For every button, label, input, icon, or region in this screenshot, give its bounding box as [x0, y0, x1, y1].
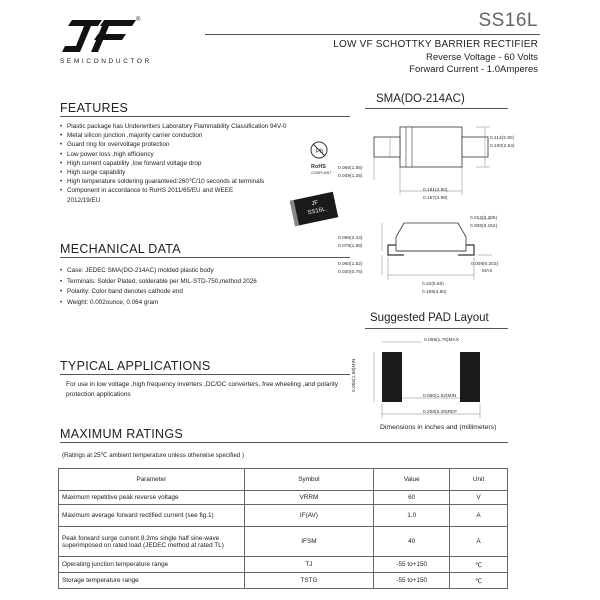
cell-param: Maximum average forward rectified current (see fig.1)	[59, 505, 245, 527]
ratings-note: (Ratings at 25℃ ambient temperature unless otherwise specified )	[62, 452, 245, 459]
dim-label: 0.008(0.203)	[471, 262, 499, 267]
ratings-divider	[60, 442, 508, 443]
table-row	[59, 505, 508, 527]
applications-text: For use in low voltage ,high frequency inverters ,DC/DC converters, free wheeling ,and polarity protection applications	[66, 381, 339, 398]
feature-item: • Low power loss ,high efficiency	[60, 150, 350, 159]
cell-symbol: VRRM	[244, 491, 374, 505]
table-header	[59, 469, 508, 491]
table-row	[59, 557, 508, 573]
cell-value: 40	[374, 527, 450, 557]
chip-part: SS16L	[307, 206, 327, 217]
dim-label: 0.060(1.52)	[338, 262, 363, 267]
chip-brand: JF	[311, 200, 319, 208]
mechanical-item: • Case: JEDEC SMA(DO-214AC) molded plastic body	[60, 266, 350, 277]
feature-item: • Component in accordance to RoHS 2011/65/EU and WEEE 2012/19/EU	[60, 186, 260, 204]
cell-value: 60	[374, 491, 450, 505]
dim-label: 0.065(1.65)	[338, 166, 363, 171]
dim-label: 0.096(2.44)	[338, 236, 363, 241]
feature-item: • High surge capability	[60, 168, 350, 177]
features-list	[60, 122, 350, 208]
pad-dim-width: 0.069(1.76)MAX	[424, 338, 459, 343]
dim-label: 0.012(0.305)	[470, 216, 498, 221]
rohs-label: RoHS	[311, 164, 326, 170]
registered-mark: ®	[136, 17, 141, 23]
package-divider	[365, 108, 508, 109]
mechanical-list	[60, 266, 350, 308]
table-row	[59, 491, 508, 505]
dim-label: 0.006(0.152)	[470, 224, 498, 229]
ratings-table	[58, 468, 508, 589]
feature-item: • Plastic package has Underwriters Laboratory Flammability Classification 94V-0	[60, 122, 350, 131]
mechanical-heading: MECHANICAL DATA	[60, 242, 181, 256]
feature-item: • Guard ring for overvoltage protection	[60, 140, 350, 149]
reverse-voltage: Reverse Voltage - 60 Volts	[426, 52, 538, 63]
package-title: SMA(DO-214AC)	[376, 93, 465, 105]
mechanical-item: • Weight: 0.002ounce, 0.064 gram	[60, 298, 350, 309]
cell-param: Peak forward surge current 8.3ms single half sine-wave superimposed on rated load (JEDEC method at rated TL)	[59, 527, 245, 557]
svg-text:Pb: Pb	[316, 149, 324, 155]
pad-drawing	[360, 332, 510, 422]
feature-item: • High temperature soldering guaranteed:260℃/10 seconds at terminals	[60, 177, 350, 186]
dim-label: 0.078(1.98)	[338, 244, 363, 249]
dim-label: 0.189(4.80)	[422, 290, 447, 295]
ratings-heading: MAXIMUM RATINGS	[60, 427, 184, 441]
features-divider	[60, 116, 350, 117]
product-title: LOW VF SCHOTTKY BARRIER RECTIFIER	[333, 39, 538, 50]
cell-unit: ℃	[450, 573, 508, 589]
rohs-compliant: COMPLIANT	[311, 171, 332, 175]
pad-dim-total: 0.208(5.28)REF	[423, 410, 458, 415]
features-heading: FEATURES	[60, 101, 129, 115]
cell-unit: V	[450, 491, 508, 505]
package-drawing	[330, 115, 510, 305]
dim-label: 0.22(5.60)	[422, 282, 444, 287]
col-symbol: Symbol	[244, 469, 374, 491]
pad-divider	[365, 328, 508, 329]
cell-unit: ℃	[450, 557, 508, 573]
dim-label: 0.030(0.76)	[338, 270, 363, 275]
rohs-icon	[306, 140, 332, 162]
forward-current: Forward Current - 1.0Amperes	[409, 64, 538, 75]
cell-value: -55 to+150	[374, 573, 450, 589]
cell-param: Operating junction temperature range	[59, 557, 245, 573]
col-value: Value	[374, 469, 450, 491]
cell-param: Storage temperature range	[59, 573, 245, 589]
dimensions-note: Dimensions in inches and (millimeters)	[380, 424, 497, 431]
col-parameter: Parameter	[59, 469, 245, 491]
pad-dim-gap: 0.060(1.52)MIN	[423, 394, 457, 399]
cell-symbol: IFSM	[244, 527, 374, 557]
mechanical-item: • Terminals: Solder Plated, solderable per MIL-STD-750,method 2026	[60, 277, 350, 288]
dim-label: 0.181(4.60)	[423, 188, 448, 193]
mechanical-divider	[60, 257, 350, 258]
cell-value: -55 to+150	[374, 557, 450, 573]
cell-symbol: TSTG	[244, 573, 374, 589]
mechanical-item: • Polarity: Color band denotes cathode end	[60, 287, 350, 298]
cell-unit: A	[450, 505, 508, 527]
table-row	[59, 527, 508, 557]
dim-label: 0.157(3.99)	[423, 196, 448, 201]
cell-symbol: TJ	[244, 557, 374, 573]
cell-value: 1.0	[374, 505, 450, 527]
col-unit: Unit	[450, 469, 508, 491]
cell-symbol: IF(AV)	[244, 505, 374, 527]
feature-item: • Metal silicon junction ,majority carrier conduction	[60, 131, 350, 140]
part-number: SS16L	[478, 10, 538, 31]
pad-dim-height: 0.066(1.68)MIN	[352, 358, 357, 392]
header-divider	[205, 34, 540, 35]
cell-unit: A	[450, 527, 508, 557]
pad-title: Suggested PAD Layout	[370, 312, 489, 324]
applications-heading: TYPICAL APPLICATIONS	[60, 359, 211, 373]
feature-item: • High current capability ,low forward voltage drop	[60, 159, 350, 168]
company-name: SEMICONDUCTOR	[60, 58, 152, 65]
applications-divider	[60, 374, 350, 375]
jf-logo	[58, 20, 138, 58]
cell-param: Maximum repetitive peak reverse voltage	[59, 491, 245, 505]
dim-label: 0.049(1.25)	[338, 174, 363, 179]
dim-label: 0.114(2.90)	[490, 136, 515, 141]
table-row	[59, 573, 508, 589]
dim-label: 0.100(2.54)	[490, 144, 515, 149]
dim-label: MAX	[482, 269, 493, 274]
